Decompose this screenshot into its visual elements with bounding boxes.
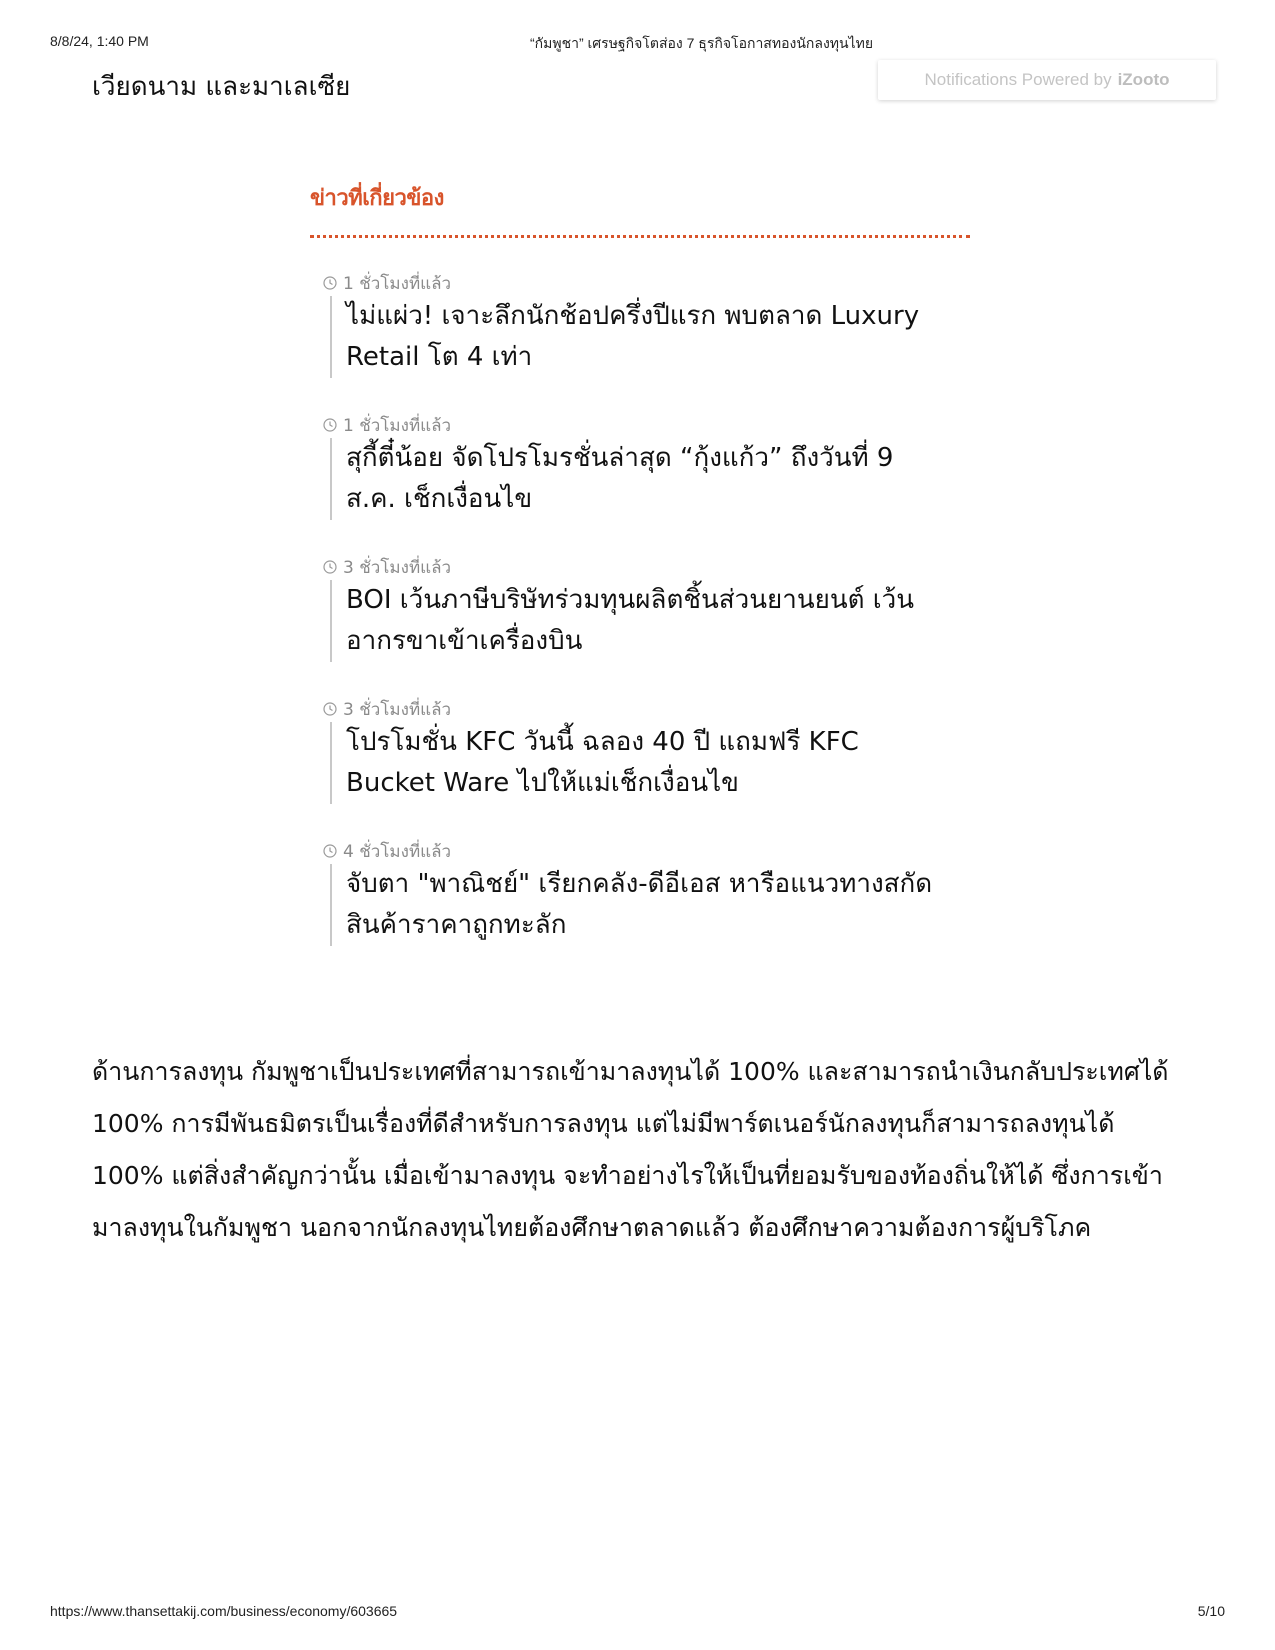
print-page-number: 5/10 xyxy=(1197,1603,1225,1619)
related-news-heading: ข่าวที่เกี่ยวข้อง xyxy=(310,186,444,211)
print-url: https://www.thansettakij.com/business/economy/603665 xyxy=(50,1603,398,1619)
related-news-item[interactable] xyxy=(323,698,970,804)
news-time-label: 1 ชั่วโมงที่แล้ว xyxy=(343,273,452,294)
clock-icon xyxy=(323,276,337,290)
print-date: 8/8/24, 1:40 PM xyxy=(50,33,149,49)
news-time-label: 3 ชั่วโมงที่แล้ว xyxy=(343,557,452,578)
news-headline-link[interactable]: ไม่แผ่ว! เจาะลึกนักช้อปครึ่งปีแรก พบตลาด Luxury Retail โต 4 เท่า xyxy=(330,296,946,378)
related-news-item[interactable] xyxy=(323,556,970,662)
clock-icon xyxy=(323,844,337,858)
news-time xyxy=(323,698,970,720)
news-time xyxy=(323,272,970,294)
related-news-section xyxy=(310,180,970,982)
news-headline-link[interactable]: โปรโมชั่น KFC วันนี้ ฉลอง 40 ปี แถมฟรี KFC Bucket Ware ไปให้แม่เช็กเงื่อนไข xyxy=(330,722,946,804)
news-time xyxy=(323,414,970,436)
related-news-item[interactable] xyxy=(323,414,970,520)
related-news-divider xyxy=(310,235,970,238)
clock-icon xyxy=(323,560,337,574)
related-news-item[interactable] xyxy=(323,840,970,946)
print-header xyxy=(50,33,1225,53)
clock-icon xyxy=(323,702,337,716)
print-footer xyxy=(50,1603,1225,1623)
article-lead-text: เวียดนาม และมาเลเซีย xyxy=(92,72,351,102)
article-body-paragraph: ด้านการลงทุน กัมพูชาเป็นประเทศที่สามารถเข้ามาลงทุนได้ 100% และสามารถนำเงินกลับประเทศได้ 100% การมีพันธมิตรเป็นเรื่องที่ดีสำหรับการลงทุน แต่ไม่มีพาร์ตเนอร์นักลงทุนก็สามารถลงทุนได้ 100% แต่สิ่งสำคัญกว่านั้น เมื่อเข้ามาลงทุน จะทำอย่างไรให้เป็นที่ยอมรับของท้องถิ่นให้ได้ ซึ่งการเข้ามาลงทุนในกัมพูชา นอกจากนักลงทุนไทยต้องศึกษาตลาดแล้ว ต้องศึกษาความต้องการผู้บริโภค xyxy=(92,1057,1169,1242)
notification-badge-prefix: Notifications Powered by xyxy=(924,70,1112,89)
news-time xyxy=(323,556,970,578)
news-headline-link[interactable]: สุกี้ตี๋น้อย จัดโปรโมรชั่นล่าสุด “กุ้งแก้ว” ถึงวันที่ 9 ส.ค. เช็กเงื่อนไข xyxy=(330,438,946,520)
news-time-label: 4 ชั่วโมงที่แล้ว xyxy=(343,841,452,862)
news-time-label: 1 ชั่วโมงที่แล้ว xyxy=(343,415,452,436)
print-page-title: “กัมพูชา” เศรษฐกิจโตส่อง 7 ธุรกิจโอกาสทองนักลงทุนไทย xyxy=(530,35,874,51)
news-time-label: 3 ชั่วโมงที่แล้ว xyxy=(343,699,452,720)
news-time xyxy=(323,840,970,862)
clock-icon xyxy=(323,418,337,432)
news-headline-link[interactable]: จับตา "พาณิชย์" เรียกคลัง-ดีอีเอส หารือแนวทางสกัดสินค้าราคาถูกทะลัก xyxy=(330,864,946,946)
notification-badge-brand: iZooto xyxy=(1117,70,1170,89)
related-news-item[interactable] xyxy=(323,272,970,378)
notification-badge[interactable] xyxy=(878,60,1216,100)
news-headline-link[interactable]: BOI เว้นภาษีบริษัทร่วมทุนผลิตชิ้นส่วนยานยนต์ เว้นอากรขาเข้าเครื่องบิน xyxy=(330,580,946,662)
